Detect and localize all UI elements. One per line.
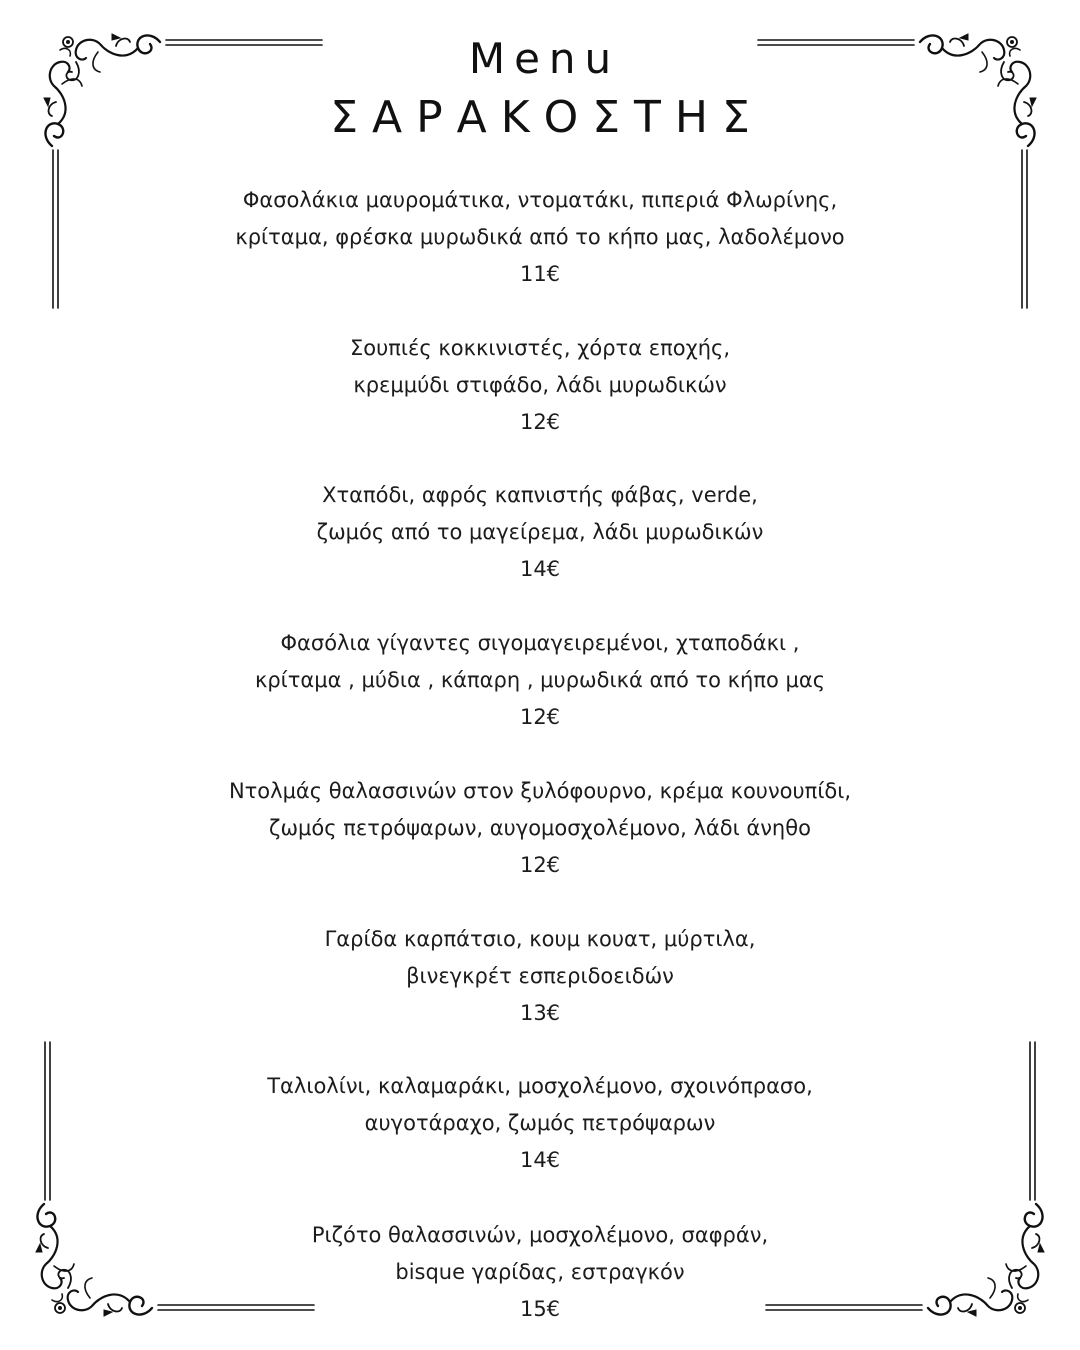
- menu-item: [140, 1217, 940, 1328]
- menu-item: [140, 921, 940, 1032]
- menu-item: [140, 1068, 940, 1179]
- dish-description-line-2: κρίταμα , μύδια , κάπαρη , μυρωδικά από το κήπο μας: [254, 668, 826, 692]
- dish-description-line-2: ζωμός πετρόψαρων, αυγομοσχολέμονο, λάδι άνηθο: [269, 816, 811, 840]
- menu-item: [140, 477, 940, 588]
- dish-price: 11€: [519, 262, 561, 286]
- menu-subtitle: ΣΑΡΑΚΟΣΤΗΣ: [330, 92, 764, 143]
- dish-description-line-2: bisque γαρίδας, εστραγκόν: [395, 1260, 685, 1284]
- dish-price: 14€: [519, 1148, 561, 1172]
- dish-description-line-1: Γαρίδα καρπάτσιο, κουμ κουατ, μύρτιλα,: [324, 927, 756, 951]
- menu-item: [140, 625, 940, 736]
- dish-description-line-2: αυγοτάραχο, ζωμός πετρόψαρων: [364, 1111, 716, 1135]
- dish-description-line-1: Χταπόδι, αφρός καπνιστής φάβας, verde,: [322, 483, 758, 507]
- dish-description-line-2: βινεγκρέτ εσπεριδοειδών: [406, 964, 674, 988]
- dish-description-line-1: Φασολάκια μαυρομάτικα, ντοματάκι, πιπεριά Φλωρίνης,: [242, 188, 838, 212]
- dish-description-line-1: Ταλιολίνι, καλαμαράκι, μοσχολέμονο, σχοινόπρασο,: [267, 1074, 813, 1098]
- dish-price: 12€: [519, 853, 561, 877]
- dish-description-line-1: Φασόλια γίγαντες σιγομαγειρεμένοι, χταποδάκι ,: [280, 631, 800, 655]
- dish-description-line-1: Σουπιές κοκκινιστές, χόρτα εποχής,: [349, 336, 731, 360]
- menu-item: [140, 182, 940, 293]
- dish-price: 15€: [519, 1297, 561, 1321]
- menu-item: [140, 330, 940, 441]
- dish-price: 13€: [519, 1001, 561, 1025]
- menu-title: Menu: [468, 34, 621, 83]
- dish-description-line-1: Ριζότο θαλασσινών, μοσχολέμονο, σαφράν,: [311, 1223, 769, 1247]
- dish-price: 12€: [519, 410, 561, 434]
- dish-description-line-1: Ντολμάς θαλασσινών στον ξυλόφουρνο, κρέμα κουνουπίδι,: [228, 779, 852, 803]
- dish-description-line-2: κρεμμύδι στιφάδο, λάδι μυρωδικών: [353, 373, 727, 397]
- dish-description-line-2: κρίταμα, φρέσκα μυρωδικά από το κήπο μας, λαδολέμονο: [235, 225, 845, 249]
- menu-item: [140, 773, 940, 884]
- dish-description-line-2: ζωμός από το μαγείρεμα, λάδι μυρωδικών: [316, 520, 764, 544]
- dish-price: 14€: [519, 557, 561, 581]
- dish-price: 12€: [519, 705, 561, 729]
